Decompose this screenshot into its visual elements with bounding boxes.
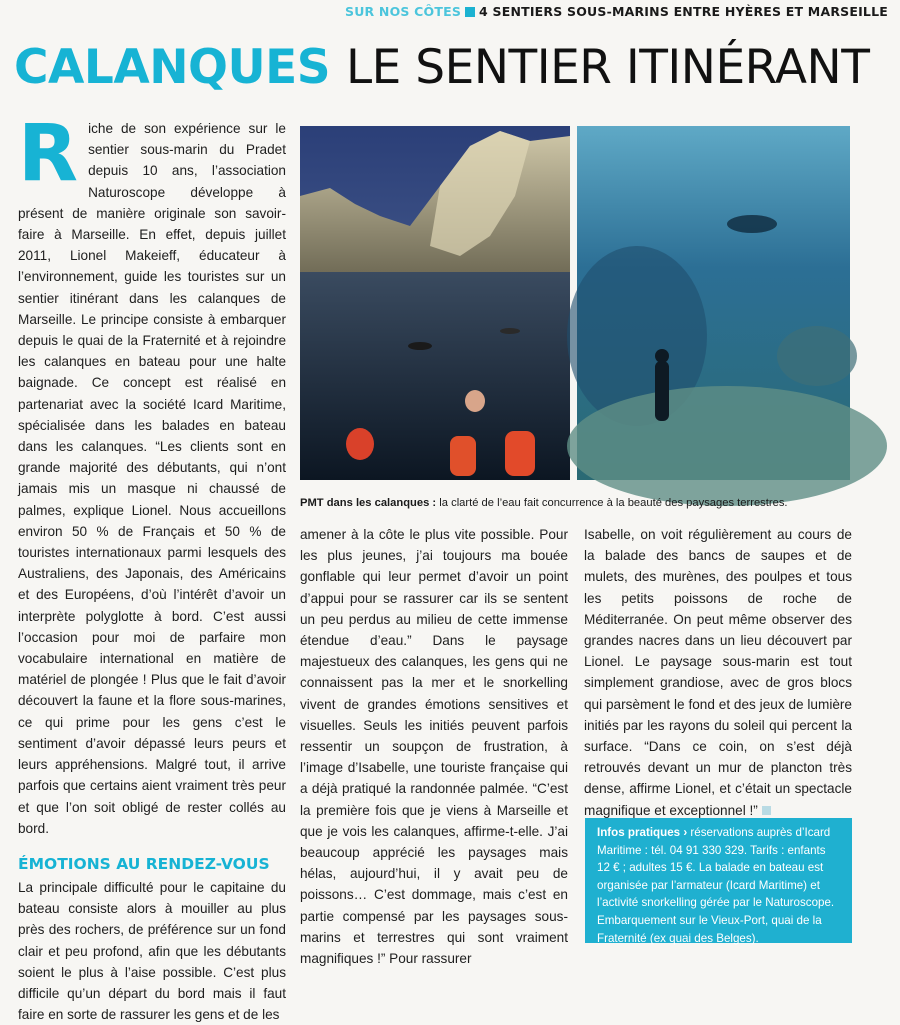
title-place: CALANQUES xyxy=(14,40,331,95)
section-label: SUR NOS CÔTES xyxy=(345,4,462,19)
column-1-continuation: La principale difficulté pour le capitaine du bateau consiste alors à mouiller au plus près des rochers, de préférence sur un fond clair et peu profond, afin que les débutants soient le plus à l’aise possible. C’est plus difficile qu’un départ du bord mais il faut faire en sorte de rassurer les gens et de les xyxy=(18,879,286,1023)
running-header xyxy=(345,4,888,19)
article-column-3 xyxy=(584,524,852,821)
photo-underwater-divers-image xyxy=(577,126,850,480)
end-of-article-marker xyxy=(762,806,771,815)
photo-calanques-surface xyxy=(300,126,570,480)
article-column-1 xyxy=(18,109,286,1025)
column-2-text: amener à la côte le plus vite possible. Pour les plus jeunes, j’ai toujours ma bouée gonflable qui leur permet d’avoir un point d’appui pour se rassurer car ils se sentent un peu perdus au milieu de cette immense étendue d’eau.” Dans le paysage majestueux des calanques, les gens qui ne connaissent pas la mer et le snorkelling vivent de grandes émotions sensitives et visuelles. Seuls les initiés peuvent parfois ressentir un soupçon de frustration, à l’image d’Isabelle, une touriste française qui a déjà pratiqué la randonnée palmée. “C’est la première fois que je viens à Marseille et que je vois les calanques, affirme-t-elle. J’ai beaucoup apprécié les paysages mais hélas, aujourd’hui, il y avait peu de poissons… C’est dommage, mais c’est en partie compensé par les paysages sous-marins et terrestres qui sont vraiment magnifiques !” Pour rassurer xyxy=(300,527,568,967)
section-subheading: ÉMOTIONS AU RENDEZ-VOUS xyxy=(18,854,270,873)
header-square-marker xyxy=(465,7,475,17)
photo-calanques-surface-image xyxy=(300,126,570,480)
practical-info-box xyxy=(585,818,852,943)
caption-text: la clarté de l’eau fait concurrence à la beauté des paysages terrestres. xyxy=(436,497,788,509)
column-3-paragraph xyxy=(584,524,852,821)
section-topic: 4 SENTIERS SOUS-MARINS ENTRE HYÈRES ET MARSEILLE xyxy=(479,4,888,19)
photo-underwater-divers xyxy=(577,126,850,480)
caption-lead: PMT dans les calanques : xyxy=(300,497,437,509)
drop-cap: R xyxy=(18,109,79,199)
column-3-text: Isabelle, on voit régulièrement au cours de la balade des bancs de saupes et de mulets, des murènes, des poulpes et tous les petits poissons de roche de Méditerranée. On peut même observer des grandes nacres dans un lieu découvert par Lionel. Le paysage sous-marin est tout simplement grandiose, avec de gros blocs qui parsèment le fond et des jeux de lumière initiés par les rayons du soleil qui percent la surface. “Dans ce coin, on s’est déjà retrouvés devant un mur de plancton très dense, affirme Lionel, et c’était un spectacle magnifique et exceptionnel !” xyxy=(584,527,852,818)
article-title xyxy=(14,40,869,96)
photo-caption xyxy=(300,496,860,511)
intro-paragraph xyxy=(18,109,286,839)
title-subject: LE SENTIER ITINÉRANT xyxy=(345,40,870,95)
intro-text: iche de son expérience sur le sentier sous-marin du Pradet depuis 10 ans, l’association Naturoscope développe à présent de manière originale son savoir-faire à Marseille. En effet, depuis juillet 2011, Lionel Makeieff, éducateur à l’environnement, guide les touristes sur un sentier itinérant dans les calanques de Marseille. Le principe consiste à embarquer depuis le quai de la Fraternité et à rejoindre les calanques en bateau pour une halte baignade. Ce concept est réalisé en partenariat avec la société Icard Maritime, spécialisée dans les balades en bateau dans les calanques. “Les clients sont en grande majorité des débutants, qui n’ont jamais mis un masque ni chaussé de palmes, explique Lionel. Nous accueillons environ 50 % de Français et 50 % de touristes internationaux parmi lesquels des Australiens, des Japonais, des Américains et des Européens, d’où l’intérêt d’avoir un interprète polyglotte à bord. C’est aussi l’occasion pour moi de parfaire mon vocabulaire international en matière de matériel de plongée ! Plus que le fait d’avoir découvert la faune et la flore sous-marines, ce qui prime pour les gens c’est le sentiment d’avoir dépassé leurs peurs et leurs appréhensions. Malgré tout, il arrive parfois que certains aient vraiment très peur et que l’on soit obligé de rester collés au bord. xyxy=(18,121,286,836)
info-box-text: réservations auprès d’Icard Maritime : tél. 04 91 330 329. Tarifs : enfants 12 € ; adultes 15 €. La balade en bateau est organisée par l’armateur (Icard Maritime) et l’activité snorkelling gérée par le Naturoscope. Embarquement sur le Vieux-Port, quai de la Fraternité (ex quai des Belges). xyxy=(597,826,835,945)
article-column-2 xyxy=(300,524,568,969)
info-box-title: Infos pratiques › xyxy=(597,826,688,839)
